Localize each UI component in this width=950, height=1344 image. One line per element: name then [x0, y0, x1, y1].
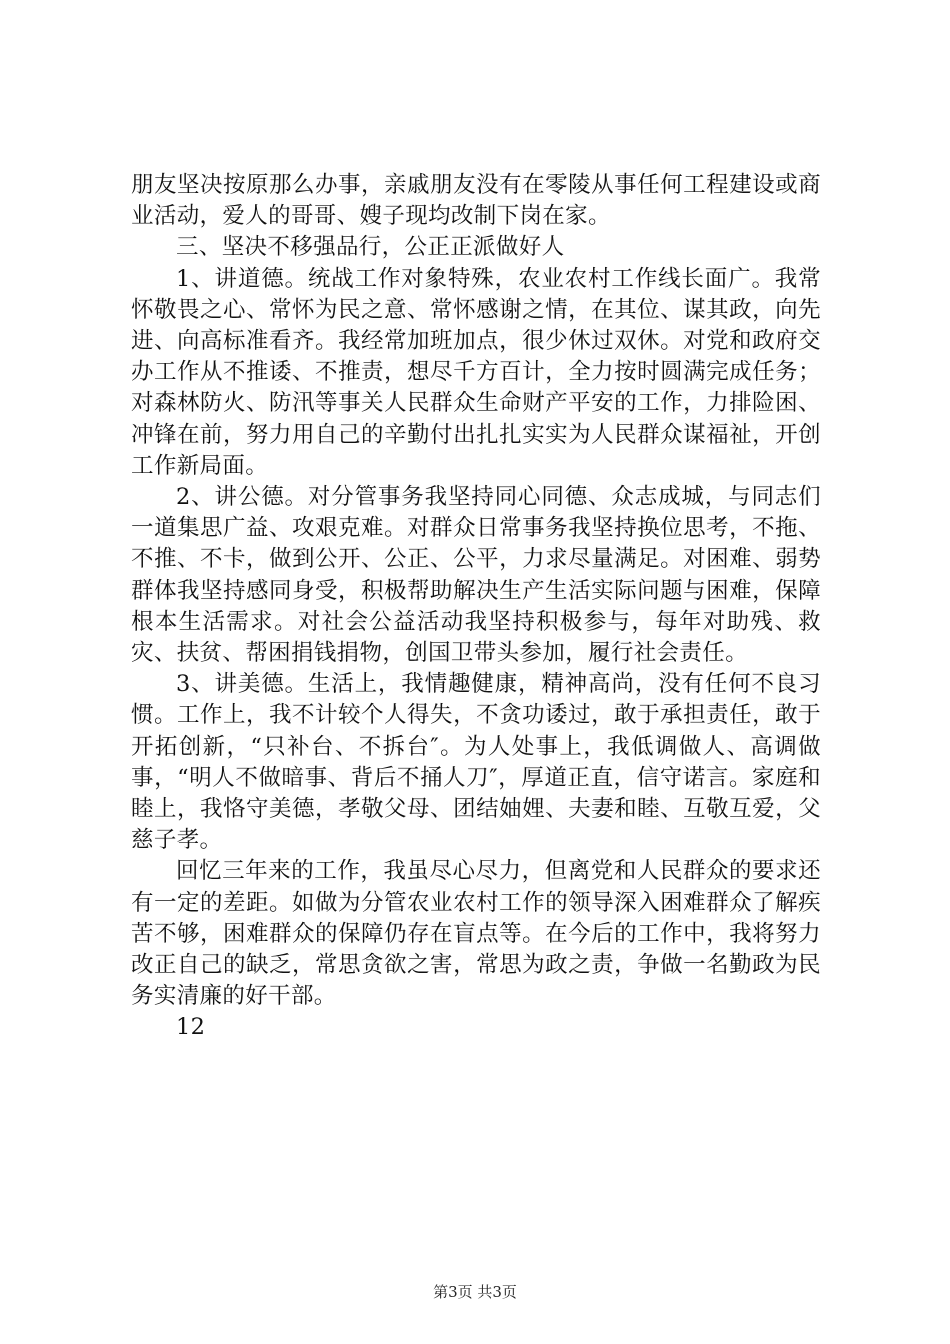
- paragraph-virtue: 3、讲美德。生活上，我情趣健康，精神高尚，没有任何不良习惯。工作上，我不计较个人得失，不贪功诿过，敢于承担责任，敢于开拓创新，“只补台、不拆台″。为人处事上，我低调做人、高调做事，“明人不做暗事、背后不捅人刀″，厚道正直，信守诺言。家庭和睦上，我恪守美德，孝敬父母、团结妯娌、夫妻和睦、互敬互爱，父慈子孝。: [131, 671, 821, 854]
- paragraph-number: 12: [176, 1014, 206, 1041]
- page-footer: [0, 1282, 950, 1302]
- paragraph-morality: 1、讲道德。统战工作对象特殊，农业农村工作线长面广。我常怀敬畏之心、常怀为民之意、常怀感谢之情，在其位、谋其政，向先进、向高标准看齐。我经常加班加点，很少休过双休。对党和政府交办工作从不推诿、不推责，想尽千方百计，全力按时圆满完成任务；对森林防火、防汛等事关人民群众生命财产平安的工作，力排险困、冲锋在前，努力用自己的辛勤付出扎扎实实为人民群众谋福祉，开创工作新局面。: [131, 265, 821, 479]
- page-number: 第3页 共3页: [433, 1283, 517, 1301]
- paragraph-public-morality: 2、讲公德。对分管事务我坚持同心同德、众志成城，与同志们一道集思广益、攻艰克难。对群众日常事务我坚持换位思考，不拖、不推、不卡，做到公开、公正、公平，力求尽量满足。对困难、弱势群体我坚持感同身受，积极帮助解决生产生活实际问题与困难，保障根本生活需求。对社会公益活动我坚持积极参与，每年对助残、救灾、扶贫、帮困捐钱捐物，创国卫带头参加，履行社会责任。: [131, 484, 821, 667]
- document-body: [131, 170, 821, 1044]
- paragraph-continuation: 朋友坚决按原那么办事，亲戚朋友没有在零陵从事任何工程建设或商业活动，爱人的哥哥、嫂子现均改制下岗在家。: [131, 172, 821, 230]
- paragraph-review: 回忆三年来的工作，我虽尽心尽力，但离党和人民群众的要求还有一定的差距。如做为分管农业农村工作的领导深入困难群众了解疾苦不够，困难群众的保障仍存在盲点等。在今后的工作中，我将努力改正自己的缺乏，常思贪欲之害，常思为政之责，争做一名勤政为民务实清廉的好干部。: [131, 858, 821, 1010]
- section-heading: 三、坚决不移强品行，公正正派做好人: [176, 234, 565, 261]
